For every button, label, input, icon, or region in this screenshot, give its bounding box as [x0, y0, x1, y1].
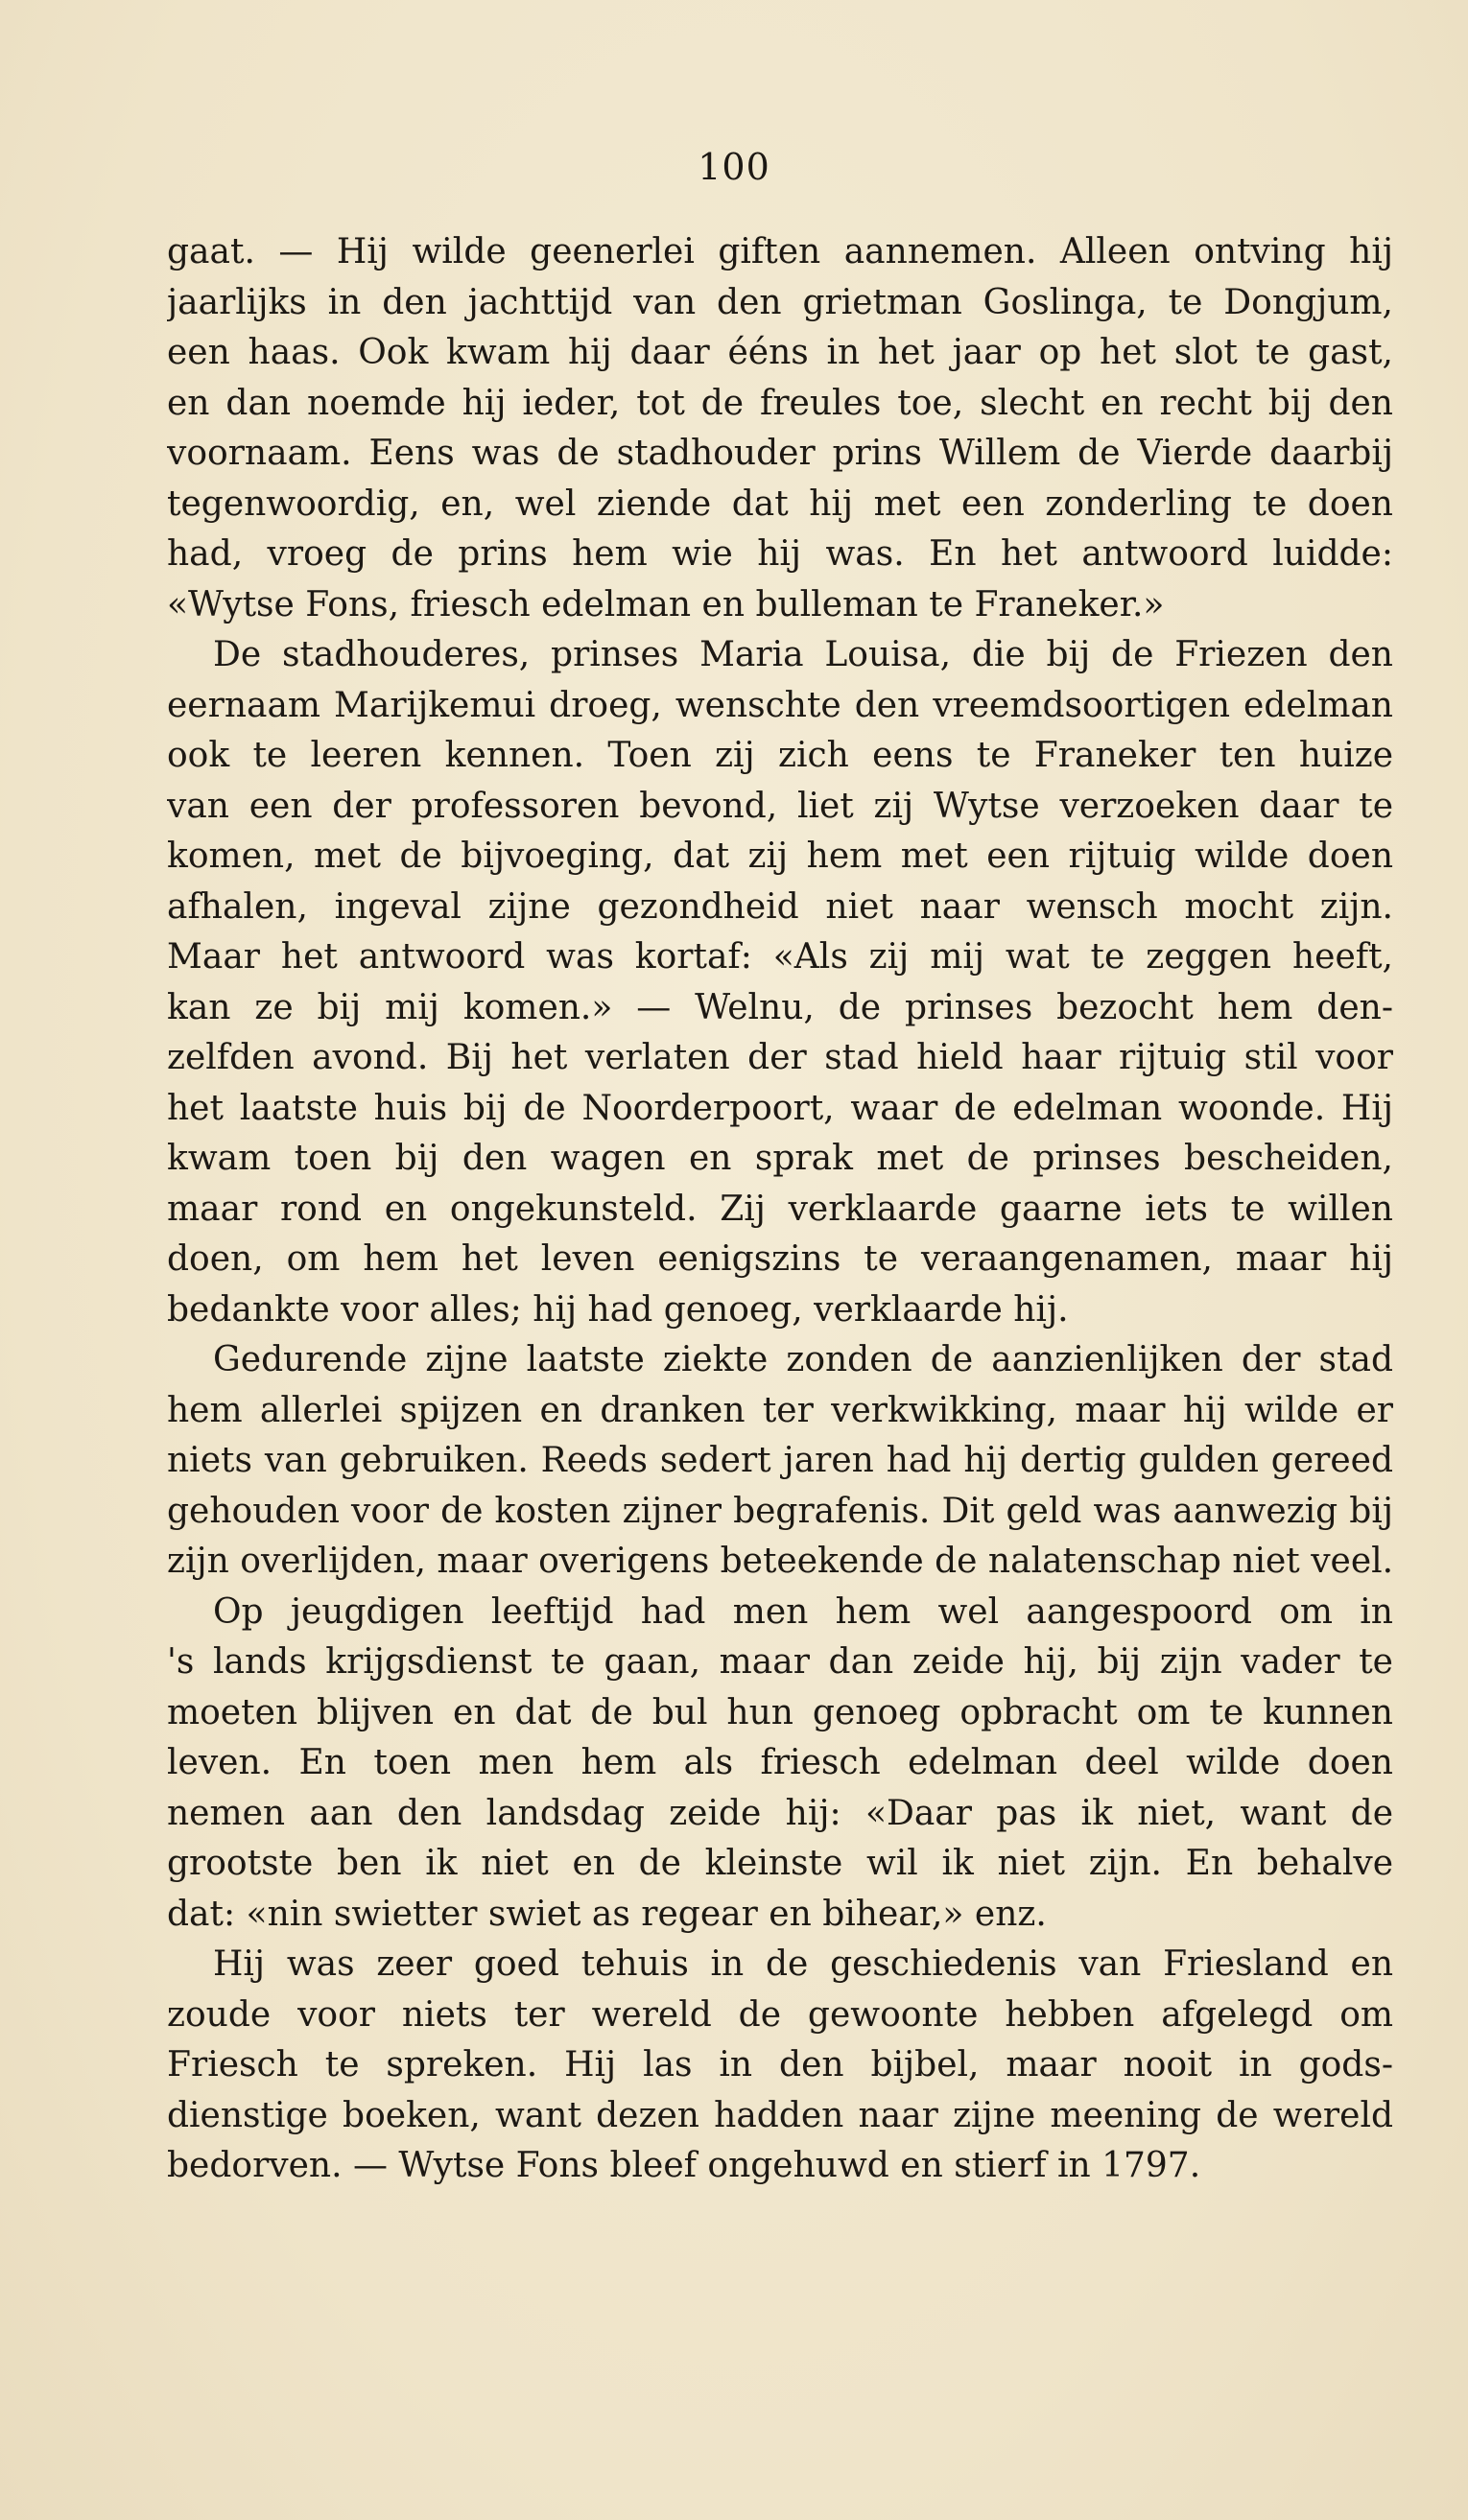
text-line: eernaam Marijkemui droeg, wenschte den vreemdsoortigen edelman: [167, 685, 1393, 725]
text-line: bedankte voor alles; hij had genoeg, verklaarde hij.: [167, 1289, 1069, 1330]
text-line: 's lands krijgsdienst te gaan, maar dan zeide hij, bij zijn vader te: [167, 1642, 1393, 1682]
text-line: dat: «nin swietter swiet as regear en bihear,» enz.: [167, 1894, 1047, 1934]
text-line: De stadhouderes, prinses Maria Louisa, die bij de Friezen den: [213, 635, 1393, 674]
text-line: ook te leeren kennen. Toen zij zich eens te Franeker ten huize: [167, 736, 1393, 775]
body-text: [167, 227, 1393, 2192]
text-line: Op jeugdigen leeftijd had men hem wel aangespoord om in: [213, 1591, 1393, 1632]
text-line: zoude voor niets ter wereld de gewoonte hebben afgelegd om: [167, 1994, 1393, 2035]
text-line: Friesch te spreken. Hij las in den bijbel, maar nooit in gods-: [167, 2045, 1393, 2084]
text-line: afhalen, ingeval zijne gezondheid niet naar wensch mocht zijn.: [167, 886, 1393, 927]
text-line: Gedurende zijne laatste ziekte zonden de aanzienlijken der stad: [213, 1340, 1393, 1379]
text-line: van een der professoren bevond, liet zij Wytse verzoeken daar te: [167, 786, 1393, 826]
page-number: 100: [698, 146, 770, 188]
text-line: Hij was zeer goed tehuis in de geschiedenis van Friesland en: [213, 1944, 1393, 1984]
text-line: en dan noemde hij ieder, tot de freules toe, slecht en recht bij den: [167, 383, 1393, 423]
text-line: grootste ben ik niet en de kleinste wil ik niet zijn. En behalve: [167, 1844, 1393, 1883]
text-line: komen, met de bijvoeging, dat zij hem met een rijtuig wilde doen: [167, 836, 1393, 876]
text-line: zijn overlijden, maar overigens beteekende de nalatenschap niet veel.: [167, 1542, 1393, 1581]
text-line: nemen aan den landsdag zeide hij: «Daar pas ik niet, want de: [167, 1793, 1393, 1833]
text-line: zelfden avond. Bij het verlaten der stad hield haar rijtuig stil voor: [167, 1038, 1393, 1077]
text-line: bedorven. — Wytse Fons bleef ongehuwd en stierf in 1797.: [167, 2146, 1201, 2185]
text-line: leven. En toen men hem als friesch edelman deel wilde doen: [167, 1743, 1393, 1782]
text-line: jaarlijks in den jachttijd van den grietman Goslinga, te Dongjum,: [167, 282, 1393, 322]
text-line: het laatste huis bij de Noorderpoort, waar de edelman woonde. Hij: [167, 1088, 1393, 1128]
text-line: gehouden voor de kosten zijner begrafenis. Dit geld was aanwezig bij: [167, 1491, 1393, 1531]
text-line: had, vroeg de prins hem wie hij was. En het antwoord luidde:: [167, 534, 1393, 574]
text-line: doen, om hem het leven eenigszins te veraangenamen, maar hij: [167, 1239, 1393, 1279]
text-line: gaat. — Hij wilde geenerlei giften aannemen. Alleen ontving hij: [167, 232, 1393, 271]
text-line: moeten blijven en dat de bul hun genoeg opbracht om te kunnen: [167, 1692, 1393, 1732]
text-line: kwam toen bij den wagen en sprak met de prinses bescheiden,: [167, 1139, 1393, 1178]
text-line: hem allerlei spijzen en dranken ter verkwikking, maar hij wilde er: [167, 1390, 1393, 1430]
text-line: voornaam. Eens was de stadhouder prins Willem de Vierde daarbij: [167, 434, 1393, 473]
text-line: «Wytse Fons, friesch edelman en bulleman te Franeker.»: [167, 584, 1165, 624]
text-line: niets van gebruiken. Reeds sedert jaren had hij dertig gulden gereed: [167, 1441, 1393, 1480]
text-line: een haas. Ook kwam hij daar ééns in het jaar op het slot te gast,: [167, 333, 1393, 372]
text-line: dienstige boeken, want dezen hadden naar zijne meening de wereld: [167, 2095, 1393, 2135]
text-line: kan ze bij mij komen.» — Welnu, de prinses bezocht hem den-: [167, 987, 1393, 1027]
text-line: maar rond en ongekunsteld. Zij verklaarde gaarne iets te willen: [167, 1189, 1393, 1229]
text-line: tegenwoordig, en, wel ziende dat hij met een zonderling te doen: [167, 483, 1393, 524]
text-line: Maar het antwoord was kortaf: «Als zij mij wat te zeggen heeft,: [167, 937, 1393, 977]
